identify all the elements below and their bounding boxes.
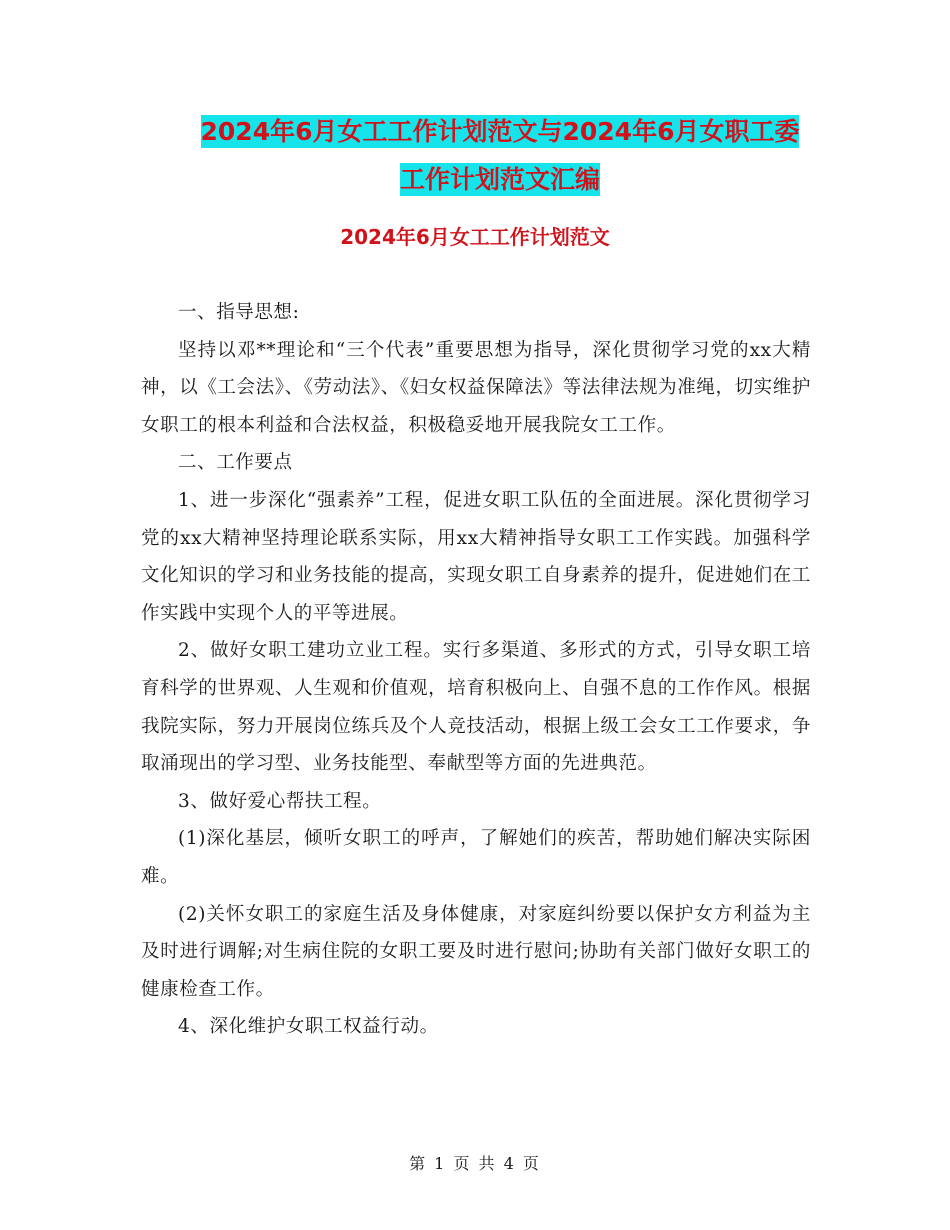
- paragraph: 坚持以邓**理论和“三个代表”重要思想为指导，深化贯彻学习党的xx大精神，以《工会法》、《劳动法》、《妇女权益保障法》等法律法规为准绳，切实维护女职工的根本利益和合法权益，积极稳妥地开展我院女工工作。: [141, 339, 811, 436]
- paragraph: 2、做好女职工建功立业工程。实行多渠道、多形式的方式，引导女职工培育科学的世界观、人生观和价值观，培育积极向上、自强不息的工作作风。根据我院实际，努力开展岗位练兵及个人竞技活动，根据上级工会女工工作要求，争取涌现出的学习型、业务技能型、奉献型等方面的先进典范。: [141, 640, 811, 775]
- document-body: [141, 294, 811, 1046]
- paragraph: 4、深化维护女职工权益行动。: [178, 1016, 439, 1038]
- paragraph: (1)深化基层，倾听女职工的呼声，了解她们的疾苦，帮助她们解决实际困难。: [141, 828, 811, 887]
- document-title-line-2: 工作计划范文汇编: [399, 165, 600, 194]
- paragraph: 1、进一步深化“强素养”工程，促进女职工队伍的全面进展。深化贯彻学习党的xx大精神坚持理论联系实际，用xx大精神指导女职工工作实践。加强科学文化知识的学习和业务技能的提高，实现女职工自身素养的提升，促进她们在工作实践中实现个人的平等进展。: [141, 489, 811, 624]
- document-title: [140, 108, 860, 204]
- section-title: 2024年6月女工工作计划范文: [340, 225, 610, 249]
- document-title-line-1: 2024年6月女工工作计划范文与2024年6月女职工委: [200, 117, 800, 146]
- heading-guiding-ideology: 一、指导思想:: [178, 302, 300, 323]
- paragraph: 3、做好爱心帮扶工程。: [178, 790, 382, 812]
- paragraph: (2)关怀女职工的家庭生活及身体健康，对家庭纠纷要以保护女方利益为主及时进行调解;对生病住院的女职工要及时进行慰问;协助有关部门做好女职工的健康检查工作。: [141, 903, 811, 1000]
- page-number: 第 1 页 共 4 页: [409, 1154, 541, 1173]
- heading-work-points: 二、工作要点: [178, 452, 293, 474]
